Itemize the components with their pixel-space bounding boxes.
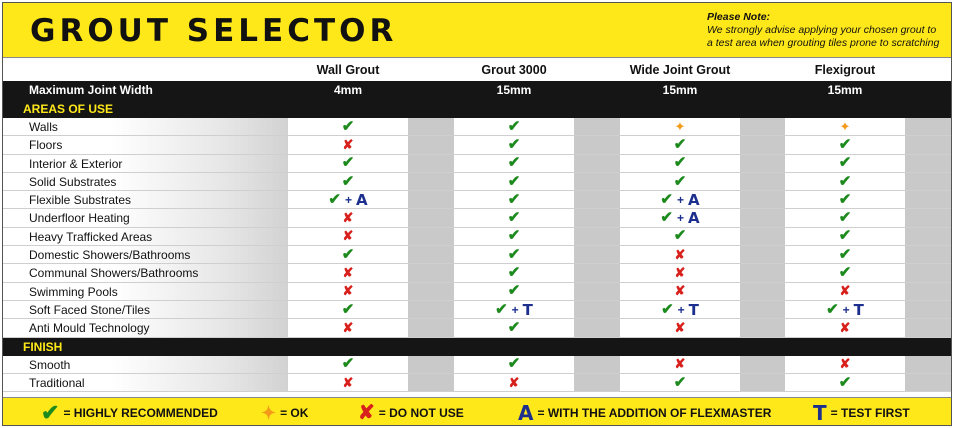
column-spacer (905, 246, 951, 263)
row-label: Floors (3, 136, 288, 153)
legend-item-ok (261, 398, 308, 426)
rating-cell (785, 191, 905, 208)
table-row (3, 191, 951, 209)
cross-icon: ✘ (342, 228, 354, 244)
column-spacer (905, 173, 951, 190)
table-row (3, 319, 951, 337)
row-label: Traditional (3, 374, 288, 391)
rating-cell (785, 283, 905, 300)
rating-cell (620, 283, 740, 300)
note-line: We strongly advise applying your chosen grout to (707, 24, 937, 36)
rating-cell (785, 301, 905, 318)
row-label: Interior & Exterior (3, 155, 288, 172)
table-row (3, 264, 951, 282)
rating-cell (785, 173, 905, 190)
rating-cell (620, 301, 740, 318)
rating-cell (288, 155, 408, 172)
rating-cell (288, 246, 408, 263)
column-spacer (905, 374, 951, 391)
column-spacer (740, 173, 785, 190)
rating-cell (454, 136, 574, 153)
rating-cell (454, 209, 574, 226)
column-header-flexigrout: Flexigrout (814, 63, 876, 77)
rating-cell (454, 301, 574, 318)
column-spacer (905, 155, 951, 172)
column-spacer (740, 209, 785, 226)
tick-icon: ✔ (660, 209, 673, 227)
rating-cell (288, 319, 408, 336)
column-spacer (740, 246, 785, 263)
column-spacer (408, 283, 454, 300)
letter-a-icon: A (687, 209, 700, 228)
rating-cell (620, 246, 740, 263)
rating-cell (288, 283, 408, 300)
rating-cell (288, 136, 408, 153)
tick-icon: ✔ (507, 190, 521, 208)
column-spacer (574, 118, 620, 135)
please-note (707, 11, 947, 50)
rating-cell (288, 228, 408, 245)
legend-item-flexmaster (518, 398, 771, 426)
column-header-grout-3000: Grout 3000 (481, 63, 547, 77)
rating-cell (620, 319, 740, 336)
column-spacer (408, 191, 454, 208)
column-spacer (740, 374, 785, 391)
cross-icon: ✘ (342, 210, 354, 226)
column-spacer (574, 374, 620, 391)
cross-icon: ✘ (674, 246, 686, 262)
tick-icon: ✔ (838, 245, 852, 263)
tick-icon: ✔ (838, 154, 852, 172)
column-spacer (408, 155, 454, 172)
rating-cell (785, 228, 905, 245)
cross-icon: ✘ (674, 319, 686, 335)
rating-cell (288, 264, 408, 281)
rating-cell (620, 118, 740, 135)
column-spacer (408, 264, 454, 281)
column-spacer (408, 356, 454, 373)
tick-icon: ✔ (341, 172, 355, 190)
row-label: Heavy Trafficked Areas (3, 228, 288, 245)
legend-label: = DO NOT USE (378, 406, 464, 420)
column-spacer (408, 136, 454, 153)
column-spacer (740, 264, 785, 281)
tick-icon: ✔ (507, 209, 521, 227)
tick-icon: ✔ (507, 282, 521, 300)
column-spacer (574, 356, 620, 373)
column-spacer (408, 209, 454, 226)
tick-icon: ✔ (838, 190, 852, 208)
tick-icon: ✔ (507, 355, 521, 373)
tick-icon: ✔ (673, 172, 687, 190)
cross-icon: ✘ (342, 319, 354, 335)
cross-icon: ✘ (342, 283, 354, 299)
plus-icon: + (344, 192, 352, 207)
tick-icon: ✔ (507, 172, 521, 190)
tick-icon: ✔ (341, 245, 355, 263)
rating-cell (288, 118, 408, 135)
rating-cell (454, 173, 574, 190)
row-label: Anti Mould Technology (3, 319, 288, 336)
rating-cell (620, 264, 740, 281)
column-spacer (574, 209, 620, 226)
max-joint-value: 15mm (496, 83, 532, 97)
legend-item-recommended (41, 398, 218, 426)
column-spacer (408, 319, 454, 336)
tick-icon: ✔ (838, 209, 852, 227)
cross-icon: ✘ (342, 374, 354, 390)
rating-cell (288, 356, 408, 373)
tick-icon: ✔ (507, 318, 521, 336)
sections (3, 100, 951, 392)
column-spacer (905, 191, 951, 208)
table-row (3, 136, 951, 154)
letter-t-icon: T (522, 300, 533, 319)
row-label: Communal Showers/Bathrooms (3, 264, 288, 281)
column-header-wide-joint-grout: Wide Joint Grout (629, 63, 731, 77)
column-spacer (740, 319, 785, 336)
cross-icon: ✘ (508, 374, 520, 390)
rating-cell (454, 228, 574, 245)
table-row (3, 173, 951, 191)
rating-cell (620, 356, 740, 373)
selector-table (3, 59, 951, 392)
rating-cell (454, 356, 574, 373)
max-joint-width-label: Maximum Joint Width (29, 83, 153, 97)
rating-cell (288, 173, 408, 190)
plus-icon: + (676, 192, 684, 207)
rating-cell (454, 319, 574, 336)
cross-icon: ✘ (839, 356, 851, 372)
column-spacer (740, 191, 785, 208)
table-row (3, 246, 951, 264)
cross-icon: ✘ (358, 402, 375, 424)
grout-selector-chart (2, 2, 952, 426)
tick-icon: ✔ (341, 117, 355, 135)
column-spacer (574, 319, 620, 336)
rating-cell (620, 155, 740, 172)
row-label: Domestic Showers/Bathrooms (3, 246, 288, 263)
letter-t-icon: T (688, 300, 699, 319)
max-joint-value: 4mm (333, 83, 362, 97)
table-row (3, 283, 951, 301)
column-spacer (574, 228, 620, 245)
column-spacer (574, 136, 620, 153)
ok-star-icon: ✦ (839, 118, 851, 134)
max-joint-value: 15mm (827, 83, 863, 97)
letter-t-icon: T (813, 401, 827, 425)
plus-icon: + (676, 211, 684, 226)
tick-icon: ✔ (341, 355, 355, 373)
tick-icon: ✔ (673, 373, 687, 391)
column-spacer (574, 301, 620, 318)
rating-cell (620, 173, 740, 190)
column-spacer (905, 319, 951, 336)
column-spacer (740, 283, 785, 300)
table-row (3, 209, 951, 227)
note-heading: Please Note: (707, 11, 771, 23)
column-spacer (574, 246, 620, 263)
rating-cell (454, 155, 574, 172)
table-row (3, 374, 951, 392)
column-header-row (3, 59, 951, 81)
max-joint-value: 15mm (662, 83, 698, 97)
tick-icon: ✔ (838, 227, 852, 245)
row-label: Smooth (3, 356, 288, 373)
section-title: AREAS OF USE (23, 102, 114, 116)
rating-cell (620, 191, 740, 208)
column-spacer (408, 301, 454, 318)
rating-cell (785, 356, 905, 373)
cross-icon: ✘ (839, 319, 851, 335)
page-title: GROUT SELECTOR (30, 13, 398, 49)
row-label: Underfloor Heating (3, 209, 288, 226)
rating-cell (288, 374, 408, 391)
column-spacer (740, 301, 785, 318)
cross-icon: ✘ (839, 283, 851, 299)
legend-label: = WITH THE ADDITION OF FLEXMASTER (537, 406, 772, 420)
rating-cell (785, 246, 905, 263)
column-spacer (905, 209, 951, 226)
rating-cell (454, 118, 574, 135)
rating-cell (620, 228, 740, 245)
cross-icon: ✘ (674, 283, 686, 299)
tick-icon: ✔ (673, 135, 687, 153)
column-spacer (905, 264, 951, 281)
tick-icon: ✔ (495, 300, 508, 318)
row-label: Walls (3, 118, 288, 135)
column-spacer (740, 356, 785, 373)
rating-cell (288, 191, 408, 208)
rating-cell (288, 301, 408, 318)
column-spacer (574, 173, 620, 190)
tick-icon: ✔ (838, 373, 852, 391)
plus-icon: + (842, 302, 850, 317)
tick-icon: ✔ (838, 172, 852, 190)
tick-icon: ✔ (507, 245, 521, 263)
row-label: Soft Faced Stone/Tiles (3, 301, 288, 318)
rating-cell (454, 191, 574, 208)
rating-cell (454, 246, 574, 263)
cross-icon: ✘ (674, 265, 686, 281)
row-label: Solid Substrates (3, 173, 288, 190)
tick-icon: ✔ (838, 135, 852, 153)
section-header (3, 338, 951, 356)
column-spacer (905, 356, 951, 373)
tick-icon: ✔ (660, 190, 673, 208)
rating-cell (620, 136, 740, 153)
column-spacer (574, 283, 620, 300)
tick-icon: ✔ (838, 264, 852, 282)
row-label: Flexible Substrates (3, 191, 288, 208)
rating-cell (620, 374, 740, 391)
tick-icon: ✔ (507, 264, 521, 282)
tick-icon: ✔ (507, 227, 521, 245)
column-spacer (408, 118, 454, 135)
legend-label: = OK (280, 406, 309, 420)
plus-icon: + (677, 302, 685, 317)
column-spacer (408, 173, 454, 190)
tick-icon: ✔ (341, 300, 355, 318)
letter-a-icon: A (687, 190, 700, 209)
rating-cell (288, 209, 408, 226)
tick-icon: ✔ (341, 154, 355, 172)
tick-icon: ✔ (673, 154, 687, 172)
ok-star-icon: ✦ (261, 402, 277, 423)
rating-cell (785, 155, 905, 172)
tick-icon: ✔ (41, 400, 60, 425)
max-joint-width-row (3, 81, 951, 100)
note-line: a test area when grouting tiles prone to scratching (707, 37, 940, 49)
legend-label: = TEST FIRST (830, 406, 910, 420)
rating-cell (785, 209, 905, 226)
column-spacer (905, 228, 951, 245)
ok-star-icon: ✦ (674, 118, 686, 134)
rating-cell (454, 283, 574, 300)
column-spacer (905, 118, 951, 135)
table-row (3, 301, 951, 319)
header-banner (3, 3, 951, 58)
column-spacer (905, 136, 951, 153)
column-spacer (740, 155, 785, 172)
table-row (3, 356, 951, 374)
column-spacer (574, 264, 620, 281)
legend-bar (3, 397, 951, 426)
column-spacer (408, 228, 454, 245)
section-header (3, 100, 951, 118)
column-spacer (408, 246, 454, 263)
row-label: Swimming Pools (3, 283, 288, 300)
tick-icon: ✔ (507, 117, 521, 135)
legend-label: = HIGHLY RECOMMENDED (63, 406, 218, 420)
column-spacer (905, 283, 951, 300)
table-row (3, 118, 951, 136)
cross-icon: ✘ (342, 136, 354, 152)
letter-t-icon: T (853, 300, 864, 319)
rating-cell (454, 264, 574, 281)
cross-icon: ✘ (674, 356, 686, 372)
legend-item-test-first (813, 398, 910, 426)
rating-cell (785, 319, 905, 336)
section-title: FINISH (23, 339, 63, 354)
letter-a-icon: A (355, 190, 368, 209)
column-spacer (740, 118, 785, 135)
table-row (3, 155, 951, 173)
tick-icon: ✔ (507, 135, 521, 153)
column-spacer (905, 301, 951, 318)
rating-cell (785, 118, 905, 135)
column-spacer (740, 136, 785, 153)
column-header-wall-grout: Wall Grout (316, 63, 380, 77)
column-spacer (408, 374, 454, 391)
tick-icon: ✔ (673, 227, 687, 245)
tick-icon: ✔ (507, 154, 521, 172)
rating-cell (785, 264, 905, 281)
column-spacer (574, 191, 620, 208)
letter-a-icon: A (518, 401, 534, 425)
rating-cell (620, 209, 740, 226)
legend-item-do-not-use (358, 398, 464, 426)
table-row (3, 228, 951, 246)
column-spacer (574, 155, 620, 172)
column-spacer (740, 228, 785, 245)
tick-icon: ✔ (661, 300, 674, 318)
cross-icon: ✘ (342, 265, 354, 281)
rating-cell (785, 136, 905, 153)
plus-icon: + (511, 302, 519, 317)
rating-cell (454, 374, 574, 391)
tick-icon: ✔ (328, 190, 341, 208)
rating-cell (785, 374, 905, 391)
tick-icon: ✔ (826, 300, 839, 318)
